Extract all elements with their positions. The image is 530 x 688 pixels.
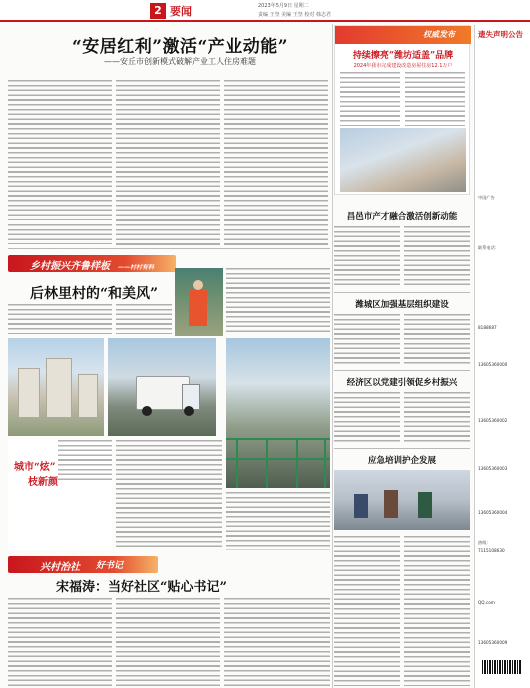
right-article-2-column-2 — [404, 314, 470, 366]
ad-text-column-1 — [340, 72, 400, 126]
issue-date: 2023年5月9日 星期二 — [258, 3, 309, 9]
village-photo — [8, 338, 104, 436]
right-article-headline: 昌邑市产才融合激活创新动能 — [346, 212, 458, 222]
person-head — [193, 280, 203, 290]
city-article-column-1 — [116, 440, 222, 550]
barcode — [482, 660, 522, 674]
advertisement — [334, 25, 470, 195]
right-article-headline: 潍城区加强基层组织建设 — [355, 300, 449, 310]
notice-line: 热线： — [478, 540, 491, 545]
notice-column — [474, 25, 530, 688]
right-article-headline: 经济区以党建引领促乡村振兴 — [346, 378, 458, 388]
notice-line: 13605360000 — [478, 362, 508, 367]
notice-line: QQ.com — [478, 600, 495, 605]
section-band-tagline: 好书记 — [96, 561, 124, 571]
profile-column-3 — [224, 598, 330, 686]
ad-title: 持续擦亮“潍坊适盖”品牌 — [352, 51, 454, 61]
cleaner-photo — [175, 268, 223, 336]
notice-line: 13605360009 — [478, 640, 508, 645]
section-band-label: 兴村治社 — [40, 562, 80, 573]
right-article-headline: 应急培训护企发展 — [367, 456, 436, 466]
section-band-tagline: ——村村有料 — [118, 264, 155, 271]
notice-title: 遗失声明公告 — [478, 30, 523, 39]
divider — [334, 370, 470, 371]
editor-credits: 责编 王坚 美编 王坚 校对 韩志君 — [258, 12, 331, 18]
village-article-column-2 — [116, 304, 172, 334]
main-article-column-1b — [8, 224, 112, 244]
notice-line: 中国广告 — [478, 195, 495, 200]
right-article-4-column-1 — [334, 536, 400, 686]
section-name: 要闻 — [170, 5, 192, 18]
village-article-column-3 — [226, 268, 330, 334]
ad-text-column-2 — [405, 72, 465, 126]
divider — [334, 448, 470, 449]
notice-line: 联系电话： — [478, 245, 499, 250]
railing — [226, 438, 330, 440]
street-photo — [226, 338, 330, 488]
railing — [226, 458, 330, 460]
city-article-column-2 — [226, 492, 330, 550]
wheel — [142, 406, 152, 416]
divider — [334, 292, 470, 293]
right-article-4-column-2 — [404, 536, 470, 686]
ad-brand-label: 权威发布 — [423, 30, 455, 39]
right-article-2-column-1 — [334, 314, 400, 366]
railing-post — [236, 438, 238, 488]
profile-article-headline: 宋福涛：当好社区“贴心书记” — [56, 580, 227, 595]
divider — [8, 248, 330, 249]
city-feature-caption — [58, 440, 112, 480]
main-article-column-1 — [8, 80, 112, 220]
ad-photo — [340, 128, 466, 192]
city-feature-title: 枝新颜 — [28, 477, 58, 488]
main-subheadline: ——安丘市创新模式破解产业工人住房难题 — [104, 57, 256, 66]
right-article-3-column-2 — [404, 392, 470, 444]
building — [18, 368, 40, 418]
profile-column-1 — [8, 598, 112, 686]
main-headline: “安居红利”激活“产业动能” — [71, 37, 289, 57]
wheel — [184, 406, 194, 416]
person-body — [189, 290, 207, 326]
village-article-column-1 — [8, 304, 112, 334]
building — [46, 358, 72, 418]
village-article-headline: 后林里村的“和美风” — [30, 286, 159, 302]
notice-line: 13605360002 — [478, 418, 508, 423]
right-article-3-column-1 — [334, 392, 400, 444]
notice-line: 7115108630 — [478, 548, 505, 553]
notice-line: 13605360004 — [478, 510, 508, 515]
section-band-label: 乡村振兴齐鲁样板 — [30, 261, 110, 272]
person-figure — [354, 494, 368, 518]
notice-line: 8188687 — [478, 325, 497, 330]
person-figure — [418, 492, 432, 518]
city-feature-title: 城市“炫” — [14, 462, 56, 473]
notice-line: 13605360003 — [478, 466, 508, 471]
main-article-column-2 — [116, 80, 220, 245]
page-number: 2 — [150, 3, 166, 19]
railing-post — [266, 438, 268, 488]
main-article-column-3 — [224, 80, 328, 245]
profile-column-2 — [116, 598, 220, 686]
building — [78, 374, 98, 418]
ad-banner — [335, 26, 471, 44]
masthead — [0, 0, 530, 22]
right-article-1-column-2 — [404, 226, 470, 286]
section-band-governance — [8, 556, 158, 573]
person-figure — [384, 490, 398, 518]
railing-post — [324, 438, 326, 488]
column-divider — [332, 24, 333, 688]
ad-subtitle: 2024年我市完成建设改造房屋住房12.1万户 — [353, 63, 453, 69]
right-article-1-column-1 — [334, 226, 400, 286]
railing-post — [296, 438, 298, 488]
training-photo — [334, 470, 470, 530]
truck-photo — [108, 338, 216, 436]
